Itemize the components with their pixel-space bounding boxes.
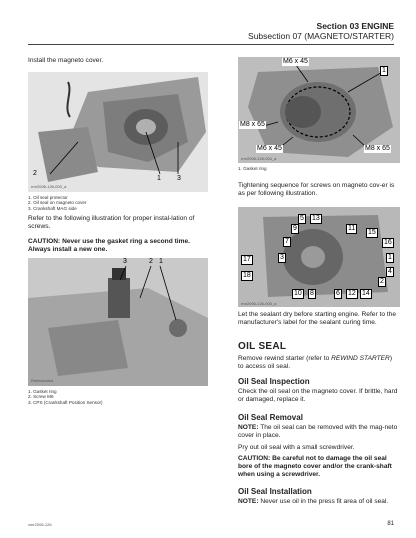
- caption-item: 1. Gasket ring: [238, 166, 267, 171]
- caution-label: CAUTION:: [238, 454, 271, 462]
- oil-seal-heading: OIL SEAL: [238, 341, 287, 352]
- seq-2: 2: [380, 278, 384, 285]
- caption-item: 3. CPS (Crankshaft Position Sensor): [28, 399, 103, 405]
- caption-item: 3. Crankshaft MAG side: [28, 205, 77, 211]
- figure-code: rmr2006-126-003_a: [31, 184, 67, 189]
- page-number: 81: [387, 521, 394, 527]
- seq-4: 4: [388, 268, 392, 275]
- inspection-text: Check the oil seal on the magneto cover. If brittle, hard or damaged, replace it.: [238, 388, 398, 404]
- oil-seal-section: [238, 343, 399, 372]
- callout-m6x45-bottom: M6 x 45: [257, 145, 282, 152]
- intro-text: Install the magneto cover.: [28, 57, 104, 64]
- callout-m6x45-top: M6 x 45: [283, 58, 308, 65]
- removal-heading: Oil Seal Removal: [238, 413, 303, 422]
- caution-text: Be careful not to damage the oil seal bore of the magneto cover and/or the crank-shaft when using a screwdriver.: [238, 454, 392, 479]
- paragraph-text: Refer to the following illustration for proper instal-lation of screws.: [28, 215, 195, 231]
- caption-item: 2. Screw M6: [28, 394, 54, 400]
- figure2-captions: [28, 389, 210, 405]
- removal-section: [238, 414, 399, 479]
- tightening-paragraph: [238, 182, 399, 198]
- engine-photo-2: [28, 258, 208, 386]
- callout-3: 3: [123, 258, 127, 265]
- callout-2: 2: [149, 258, 153, 265]
- figure-code: Rmblocoris4: [31, 378, 54, 383]
- caution-label: CAUTION:: [28, 238, 61, 245]
- installation-heading: Oil Seal Installation: [238, 487, 312, 496]
- callout-m8x65-left: M8 x 65: [240, 121, 265, 128]
- seq-10: 10: [294, 290, 302, 297]
- caution-gasket: [28, 238, 210, 254]
- figure-code: rmr2006-126-004_a: [241, 156, 277, 161]
- callout-1: 1: [157, 175, 161, 182]
- caption-item: 1. Oil seal protector: [28, 195, 68, 200]
- oil-seal-text-a: Remove rewind starter (refer to: [238, 355, 332, 363]
- removal-pry-text: Pry out oil seal with a small screwdriver.: [238, 443, 355, 451]
- note-text: Never use oil in the press fit area of oil seal.: [258, 498, 389, 506]
- callout-2: 2: [33, 170, 37, 177]
- left-column: [28, 57, 210, 65]
- seq-7: 7: [285, 238, 289, 245]
- removal-note: [238, 424, 399, 440]
- figure-screw-gasket: [28, 258, 208, 386]
- footer-code: vmr2006-126: [28, 522, 52, 527]
- sealant-paragraph: [238, 311, 399, 327]
- seq-13: 13: [312, 215, 320, 222]
- seq-15: 15: [368, 229, 376, 236]
- seq-3: 3: [280, 254, 284, 261]
- seq-1: 1: [388, 254, 392, 261]
- caution-text: Never use the gasket ring a second time. Always install a new one.: [28, 238, 190, 254]
- oil-seal-intro: [238, 355, 399, 371]
- note-text: The oil seal can be removed with the mag-neto cover in place.: [238, 424, 398, 440]
- installation-section: [238, 488, 399, 506]
- callout-m8x65-right: M8 x 65: [365, 145, 390, 152]
- seq-16: 16: [384, 239, 392, 246]
- inspection-section: [238, 378, 399, 405]
- header-divider: [28, 44, 394, 45]
- seq-11: 11: [348, 225, 356, 232]
- rewind-starter-link[interactable]: REWIND STARTER: [331, 355, 390, 363]
- seq-9: 9: [293, 225, 297, 232]
- section-title: Section 03 ENGINE: [316, 21, 394, 31]
- paragraph-text: Let the sealant dry before starting engine. Refer to the manufacturer's label for the sealant curing time.: [238, 311, 396, 327]
- note-label: NOTE:: [238, 424, 259, 432]
- figure3-captions: [238, 166, 399, 171]
- seq-17: 17: [243, 256, 251, 263]
- paragraph-text: Tightening sequence for screws on magneto cov-er is as per following illustration.: [238, 182, 395, 198]
- seq-8: 8: [310, 290, 314, 297]
- figure1-captions: [28, 195, 210, 211]
- oil-seal-text-b: ) to access oil seal.: [238, 355, 393, 371]
- seq-6: 6: [336, 290, 340, 297]
- seq-12: 12: [348, 290, 356, 297]
- removal-caution: [238, 455, 399, 480]
- callout-3: 3: [177, 175, 181, 182]
- engine-photo-1: [28, 72, 208, 192]
- subsection-title: Subsection 07 (MAGNETO/STARTER): [248, 31, 394, 41]
- caption-item: 1. Gasket ring: [28, 389, 57, 394]
- seq-18: 18: [243, 272, 251, 279]
- figure-magneto-cover-install: [28, 72, 208, 192]
- figure-tightening-sequence: [238, 207, 400, 307]
- figure-screw-sizes: [238, 57, 400, 163]
- caption-item: 2. Oil seal on magneto cover: [28, 200, 87, 206]
- inspection-heading: Oil Seal Inspection: [238, 377, 310, 386]
- screw-install-paragraph: [28, 215, 210, 231]
- note-label: NOTE:: [238, 498, 259, 506]
- seq-5: 5: [300, 215, 304, 222]
- figure-code: rmr2006-126-005_a: [241, 301, 277, 306]
- callout-1: 1: [382, 67, 386, 74]
- callout-1: 1: [159, 258, 163, 265]
- seq-14: 14: [362, 290, 370, 297]
- installation-note: [238, 498, 399, 506]
